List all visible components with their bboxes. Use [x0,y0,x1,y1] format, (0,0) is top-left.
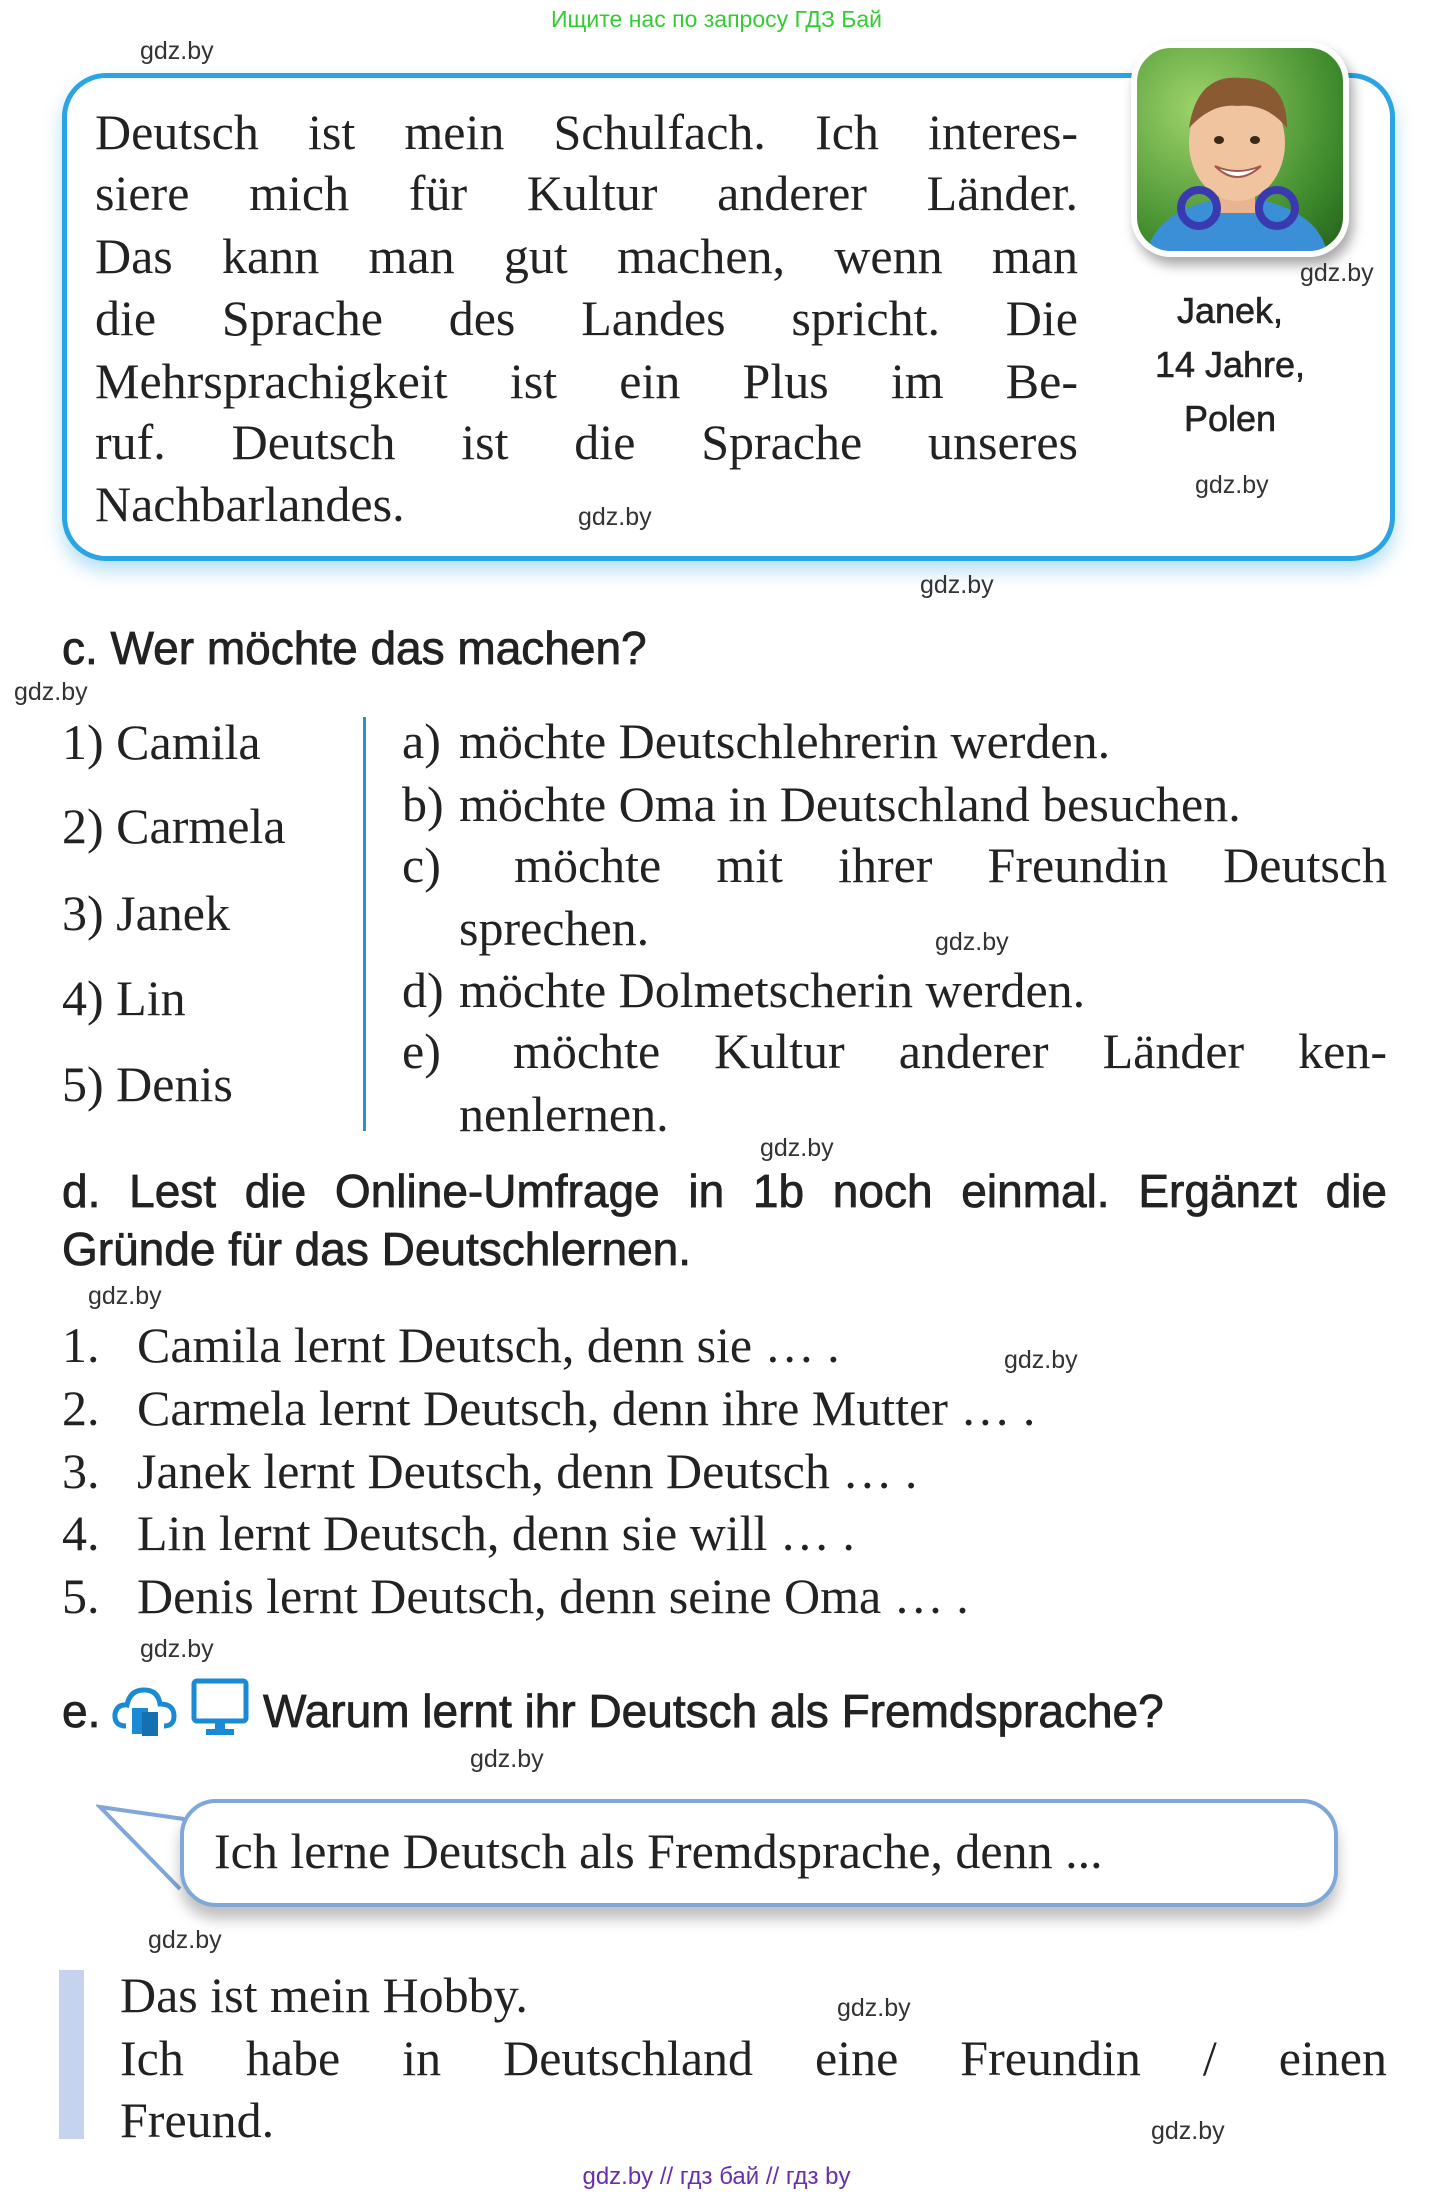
sentence-number: 2. [62,1380,100,1436]
speech-bubble-text: Ich lerne Deutsch als Fremdsprache, denn ... [214,1823,1103,1879]
sentence-item [62,1441,917,1501]
header-note[interactable]: Ищите нас по запросу ГДЗ Бай [550,6,883,32]
watermark: gdz.by [760,1134,834,1162]
hint-line: Ich habe in Deutschland eine Freundin / einen [120,2030,1387,2086]
intro-line: Das kann man gut machen, wenn man [95,228,1078,284]
sentence-item [62,1315,840,1375]
sentence-text: Janek lernt Deutsch, denn Deutsch … . [137,1443,918,1499]
option-item [402,1021,1387,1081]
column-divider [363,717,366,1131]
hint-line: Freund. [120,2092,275,2148]
boy-portrait-icon [1137,48,1343,251]
intro-line: Deutsch ist mein Schulfach. Ich interes- [95,104,1078,160]
option-key: c) [402,837,441,893]
option-text: möchte mit ihrer Freundin Deutsch [514,837,1387,893]
watermark: gdz.by [920,571,994,599]
computer-monitor-icon [190,1678,250,1738]
sentence-number: 5. [62,1568,100,1624]
hint-line: Das ist mein Hobby. [120,1967,528,2023]
sentence-text: Carmela lernt Deutsch, denn ihre Mutter … . [137,1380,1036,1436]
option-text: möchte Deutschlehrerin werden. [459,713,1111,769]
person-item: 1) Camila [62,714,261,770]
cloud-files-icon [112,1682,178,1738]
person-item: 4) Lin [62,970,186,1026]
watermark: gdz.by [1151,2117,1225,2145]
intro-line: die Sprache des Landes spricht. Die [95,290,1078,346]
person-name: Janek, [1176,290,1284,331]
watermark: gdz.by [1004,1346,1078,1374]
person-photo [1131,42,1349,257]
watermark: gdz.by [148,1926,222,1954]
hint-bar [59,1970,84,2139]
watermark: gdz.by [837,1994,911,2022]
watermark: gdz.by [88,1282,162,1310]
sentence-text: Lin lernt Deutsch, denn sie will … . [137,1505,855,1561]
option-item [402,835,1387,895]
person-item: 2) Carmela [62,798,286,854]
sentence-number: 3. [62,1443,100,1499]
option-key: e) [402,1023,441,1079]
person-country: Polen [1183,398,1277,439]
section-d-heading: d. Lest die Online-Umfrage in 1b noch einmal. Ergänzt die [62,1165,1387,1217]
footer-links[interactable]: gdz.by // гдз бай // гдз by [582,2163,851,2190]
option-item [402,711,1387,771]
option-item [402,774,1387,834]
watermark: gdz.by [578,503,652,531]
person-item: 3) Janek [62,885,230,941]
watermark: gdz.by [470,1745,544,1773]
intro-line: siere mich für Kultur anderer Länder. [95,165,1078,221]
person-item: 5) Denis [62,1056,233,1112]
option-key: b) [402,776,444,832]
section-e-heading: Warum lernt ihr Deutsch als Fremdsprache? [263,1685,1164,1737]
section-c-heading: c. Wer möchte das machen? [62,622,647,674]
option-key: d) [402,962,444,1018]
section-d-heading: Gründe für das Deutschlernen. [62,1223,692,1275]
sentence-item [62,1566,969,1626]
sentence-item [62,1378,1035,1438]
watermark: gdz.by [14,678,88,706]
sentence-text: Denis lernt Deutsch, denn seine Oma … . [137,1568,969,1624]
sentence-text: Camila lernt Deutsch, denn sie … . [137,1317,840,1373]
watermark: gdz.by [140,1635,214,1663]
option-text-continued: nenlernen. [459,1086,669,1142]
watermark: gdz.by [1300,259,1374,287]
sentence-number: 1. [62,1317,100,1373]
option-key: a) [402,713,441,769]
option-item [402,960,1387,1020]
watermark: gdz.by [1195,471,1269,499]
option-text-continued: sprechen. [459,900,650,956]
option-text: möchte Oma in Deutschland besuchen. [459,776,1241,832]
option-text: möchte Kultur anderer Länder ken- [513,1023,1387,1079]
intro-line: Mehrsprachigkeit ist ein Plus im Be- [95,353,1078,409]
intro-line: Nachbarlandes. [95,476,405,532]
sentence-number: 4. [62,1505,100,1561]
sentence-item [62,1503,855,1563]
person-age: 14 Jahre, [1154,344,1306,385]
intro-line: ruf. Deutsch ist die Sprache unseres [95,414,1078,470]
option-text: möchte Dolmetscherin werden. [459,962,1086,1018]
watermark: gdz.by [935,928,1009,956]
watermark: gdz.by [140,37,214,65]
section-e-label: e. [62,1685,101,1737]
